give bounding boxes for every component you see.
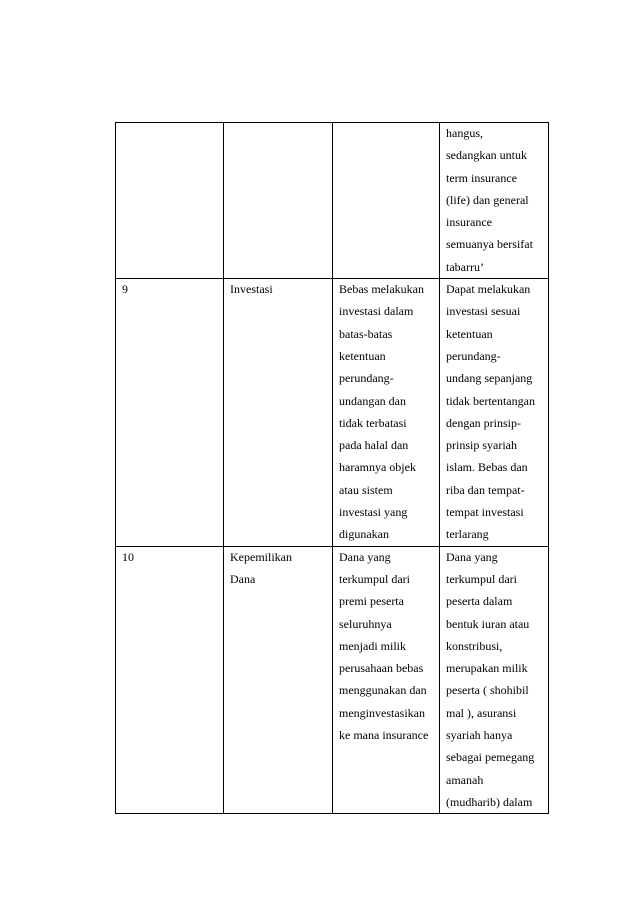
cell-conventional: Bebas melakukan investasi dalam batas-batas ketentuan perundang- undangan dan tidak terbatasi pada halal dan haramnya objek atau sistem investasi yang digunakan (333, 279, 440, 547)
table-row (116, 123, 549, 279)
table-row (116, 279, 549, 547)
cell-number: 9 (116, 279, 224, 547)
cell-conventional (333, 123, 440, 279)
cell-sharia: Dapat melakukan investasi sesuai ketentuan perundang- undang sepanjang tidak bertentangan dengan prinsip- prinsip syariah islam. Bebas dan riba dan tempat- tempat investasi terlarang (440, 279, 549, 547)
comparison-table (115, 122, 549, 814)
cell-number: 10 (116, 546, 224, 814)
table-row (116, 546, 549, 814)
cell-conventional: Dana yang terkumpul dari premi peserta seluruhnya menjadi milik perusahaan bebas menggunakan dan menginvestasikan ke mana insurance (333, 546, 440, 814)
cell-aspect (224, 123, 333, 279)
cell-aspect: Investasi (224, 279, 333, 547)
cell-sharia: hangus, sedangkan untuk term insurance (life) dan general insurance semuanya bersifat tabarru’ (440, 123, 549, 279)
cell-sharia: Dana yang terkumpul dari peserta dalam bentuk iuran atau konstribusi, merupakan milik peserta ( shohibil mal ), asuransi syariah hanya sebagai pemegang amanah (mudharib) dalam (440, 546, 549, 814)
cell-number (116, 123, 224, 279)
cell-aspect: Kepemilikan Dana (224, 546, 333, 814)
